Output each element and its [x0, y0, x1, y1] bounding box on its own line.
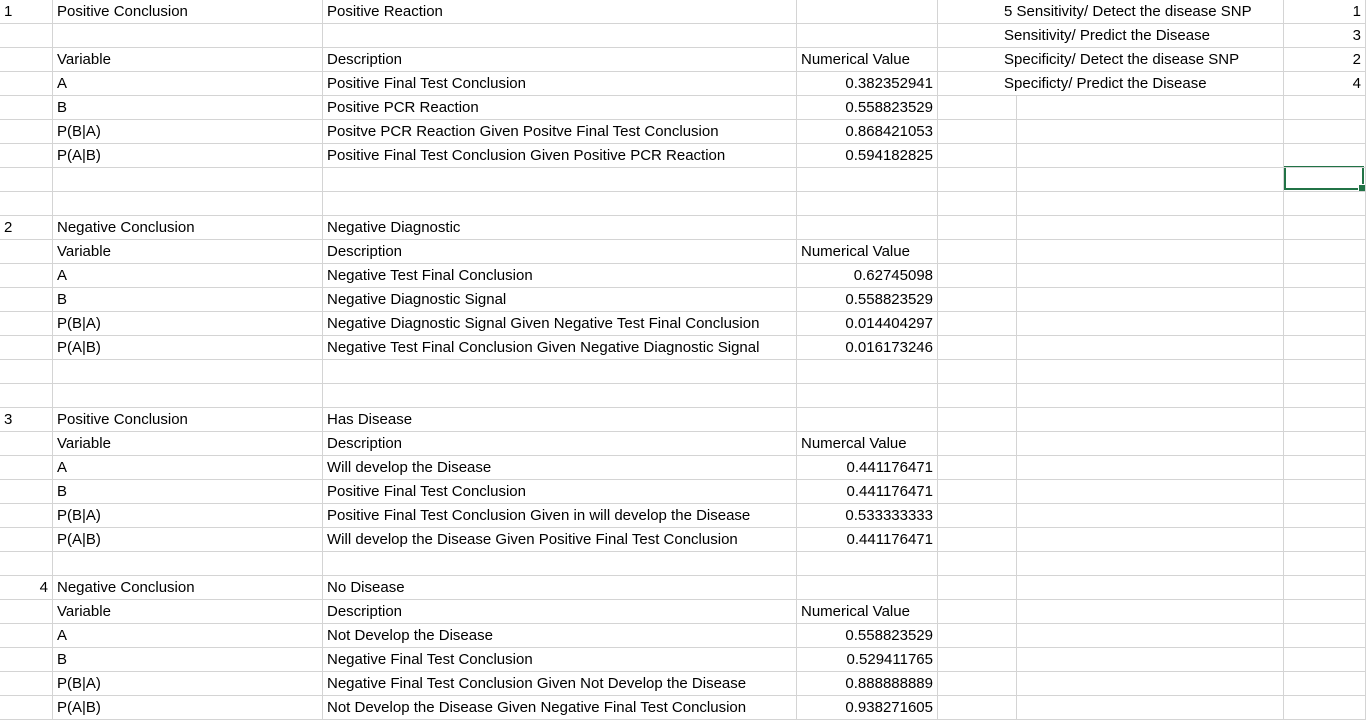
sheet-cell-col-a[interactable] — [0, 600, 53, 624]
sheet-cell-col-f[interactable] — [1017, 144, 1284, 168]
sheet-row — [0, 24, 1366, 48]
sheet-row — [0, 672, 1366, 696]
sheet-cell-col-c[interactable]: Description — [323, 240, 797, 264]
sheet-cell-col-e[interactable] — [938, 600, 1017, 624]
sheet-cell-col-e[interactable] — [938, 504, 1017, 528]
sheet-row — [0, 480, 1366, 504]
sheet-cell-col-a[interactable] — [0, 672, 53, 696]
sheet-cell-col-e[interactable] — [938, 384, 1017, 408]
sheet-cell-col-c[interactable]: Negative Test Final Conclusion Given Negative Diagnostic Signal — [323, 336, 797, 360]
sheet-cell-col-d[interactable]: 0.533333333 — [797, 504, 938, 528]
sheet-row — [0, 48, 1366, 72]
sheet-cell-col-a[interactable] — [0, 48, 53, 72]
sheet-cell-col-d[interactable] — [797, 576, 938, 600]
sheet-cell-col-g[interactable] — [1284, 144, 1366, 168]
sheet-cell-col-f[interactable] — [1017, 120, 1284, 144]
sheet-cell-col-g[interactable]: 2 — [1284, 48, 1366, 72]
sheet-cell-col-g[interactable] — [1284, 528, 1366, 552]
sheet-cell-col-f[interactable] — [1017, 432, 1284, 456]
sheet-cell-col-d[interactable]: 0.441176471 — [797, 528, 938, 552]
sheet-cell-col-f[interactable] — [1017, 456, 1284, 480]
sheet-cell-col-b[interactable]: Positive Conclusion — [53, 0, 323, 24]
sheet-cell-col-f[interactable] — [1017, 480, 1284, 504]
sheet-cell-col-e[interactable]: 5 Sensitivity/ Detect the disease SNP — [938, 0, 1284, 24]
sheet-cell-col-b[interactable]: B — [53, 480, 323, 504]
sheet-cell-col-d[interactable] — [797, 384, 938, 408]
sheet-cell-col-b[interactable] — [53, 384, 323, 408]
sheet-cell-col-a[interactable] — [0, 360, 53, 384]
sheet-cell-col-d[interactable] — [797, 408, 938, 432]
sheet-cell-col-a[interactable] — [0, 144, 53, 168]
sheet-cell-col-g[interactable] — [1284, 192, 1366, 216]
sheet-cell-col-d[interactable]: 0.558823529 — [797, 96, 938, 120]
sheet-cell-col-a[interactable]: 1 — [0, 0, 53, 24]
sheet-cell-col-c[interactable]: Positive Final Test Conclusion — [323, 480, 797, 504]
sheet-row — [0, 696, 1366, 720]
sheet-cell-col-b[interactable]: B — [53, 96, 323, 120]
sheet-cell-col-b[interactable]: Variable — [53, 600, 323, 624]
sheet-cell-col-a[interactable] — [0, 384, 53, 408]
sheet-cell-col-g[interactable] — [1284, 696, 1366, 720]
sheet-cell-col-b[interactable] — [53, 360, 323, 384]
sheet-cell-col-b[interactable] — [53, 552, 323, 576]
sheet-cell-col-a[interactable]: 3 — [0, 408, 53, 432]
sheet-cell-col-d[interactable]: 0.382352941 — [797, 72, 938, 96]
sheet-cell-col-a[interactable] — [0, 648, 53, 672]
sheet-cell-col-e[interactable] — [938, 96, 1017, 120]
sheet-cell-col-e[interactable] — [938, 576, 1017, 600]
sheet-cell-col-f[interactable] — [1017, 264, 1284, 288]
sheet-cell-col-b[interactable]: Negative Conclusion — [53, 216, 323, 240]
sheet-cell-col-d[interactable] — [797, 192, 938, 216]
sheet-cell-col-a[interactable] — [0, 240, 53, 264]
sheet-cell-col-b[interactable] — [53, 24, 323, 48]
sheet-cell-col-e[interactable] — [938, 552, 1017, 576]
sheet-cell-col-e[interactable] — [938, 408, 1017, 432]
sheet-cell-col-c[interactable] — [323, 24, 797, 48]
sheet-cell-col-e[interactable] — [938, 456, 1017, 480]
sheet-cell-col-f[interactable] — [1017, 312, 1284, 336]
sheet-cell-col-e[interactable] — [938, 648, 1017, 672]
sheet-cell-col-a[interactable] — [0, 456, 53, 480]
sheet-cell-col-b[interactable]: A — [53, 72, 323, 96]
sheet-cell-col-g[interactable] — [1284, 456, 1366, 480]
sheet-cell-col-g[interactable] — [1284, 336, 1366, 360]
sheet-cell-col-g[interactable]: 1 — [1284, 0, 1366, 24]
sheet-cell-col-e[interactable] — [938, 168, 1017, 192]
sheet-cell-col-c[interactable]: Will develop the Disease Given Positive Final Test Conclusion — [323, 528, 797, 552]
sheet-row — [0, 384, 1366, 408]
sheet-cell-col-f[interactable] — [1017, 384, 1284, 408]
sheet-row — [0, 144, 1366, 168]
sheet-cell-col-d[interactable] — [797, 552, 938, 576]
sheet-cell-col-b[interactable]: A — [53, 264, 323, 288]
sheet-cell-col-f[interactable] — [1017, 24, 1284, 48]
sheet-cell-col-c[interactable]: Not Develop the Disease Given Negative Final Test Conclusion — [323, 696, 797, 720]
sheet-cell-col-g[interactable] — [1284, 312, 1366, 336]
sheet-cell-col-f[interactable] — [1017, 696, 1284, 720]
sheet-cell-col-c[interactable]: Negative Test Final Conclusion — [323, 264, 797, 288]
sheet-cell-col-g[interactable] — [1284, 600, 1366, 624]
sheet-cell-col-d[interactable]: 0.938271605 — [797, 696, 938, 720]
sheet-cell-col-b[interactable] — [53, 168, 323, 192]
sheet-cell-col-e[interactable] — [938, 312, 1017, 336]
sheet-cell-col-b[interactable]: A — [53, 624, 323, 648]
sheet-cell-col-c[interactable] — [323, 360, 797, 384]
sheet-cell-col-f[interactable] — [1017, 552, 1284, 576]
sheet-cell-col-c[interactable]: Negative Diagnostic — [323, 216, 797, 240]
sheet-cell-col-c[interactable] — [323, 168, 797, 192]
sheet-cell-col-f[interactable] — [1017, 168, 1284, 192]
sheet-cell-col-d[interactable]: 0.594182825 — [797, 144, 938, 168]
sheet-cell-col-a[interactable] — [0, 504, 53, 528]
sheet-cell-col-a[interactable] — [0, 24, 53, 48]
sheet-cell-col-f[interactable] — [1017, 48, 1284, 72]
sheet-row — [0, 216, 1366, 240]
sheet-cell-col-e[interactable] — [938, 240, 1017, 264]
sheet-cell-col-d[interactable]: Numerical Value — [797, 240, 938, 264]
sheet-cell-col-e[interactable] — [938, 144, 1017, 168]
sheet-cell-col-b[interactable]: Variable — [53, 432, 323, 456]
sheet-cell-col-a[interactable] — [0, 552, 53, 576]
sheet-row — [0, 600, 1366, 624]
sheet-row — [0, 168, 1366, 192]
sheet-cell-col-g[interactable] — [1284, 360, 1366, 384]
sheet-cell-col-e[interactable] — [938, 432, 1017, 456]
sheet-row — [0, 432, 1366, 456]
sheet-row — [0, 336, 1366, 360]
sheet-cell-col-f[interactable] — [1017, 216, 1284, 240]
sheet-cell-col-b[interactable]: P(A|B) — [53, 144, 323, 168]
sheet-cell-col-a[interactable] — [0, 696, 53, 720]
sheet-cell-col-d[interactable] — [797, 24, 938, 48]
sheet-cell-col-e[interactable] — [938, 696, 1017, 720]
sheet-cell-col-g[interactable] — [1284, 432, 1366, 456]
sheet-cell-col-g[interactable] — [1284, 672, 1366, 696]
sheet-cell-col-c[interactable] — [323, 384, 797, 408]
sheet-cell-col-d[interactable] — [797, 0, 938, 24]
sheet-cell-col-f[interactable] — [1017, 192, 1284, 216]
sheet-cell-col-a[interactable] — [0, 264, 53, 288]
sheet-row — [0, 240, 1366, 264]
sheet-cell-col-c[interactable]: Negative Diagnostic Signal Given Negative Test Final Conclusion — [323, 312, 797, 336]
sheet-cell-col-a[interactable] — [0, 288, 53, 312]
sheet-row — [0, 576, 1366, 600]
sheet-cell-col-d[interactable]: 0.016173246 — [797, 336, 938, 360]
sheet-row — [0, 264, 1366, 288]
sheet-cell-col-c[interactable]: Description — [323, 432, 797, 456]
sheet-cell-col-c[interactable]: Positive Final Test Conclusion Given in will develop the Disease — [323, 504, 797, 528]
sheet-cell-col-a[interactable] — [0, 312, 53, 336]
sheet-cell-col-e[interactable] — [938, 336, 1017, 360]
sheet-row — [0, 72, 1366, 96]
sheet-cell-col-d[interactable]: 0.441176471 — [797, 480, 938, 504]
sheet-cell-col-g[interactable] — [1284, 120, 1366, 144]
sheet-cell-col-a[interactable] — [0, 72, 53, 96]
sheet-row — [0, 120, 1366, 144]
sheet-cell-col-a[interactable] — [0, 480, 53, 504]
sheet-cell-col-a[interactable] — [0, 624, 53, 648]
sheet-row — [0, 312, 1366, 336]
sheet-cell-col-b[interactable]: Negative Conclusion — [53, 576, 323, 600]
sheet-cell-col-c[interactable]: Negative Final Test Conclusion Given Not Develop the Disease — [323, 672, 797, 696]
sheet-row — [0, 96, 1366, 120]
sheet-cell-col-c[interactable]: Has Disease — [323, 408, 797, 432]
sheet-cell-col-b[interactable]: P(B|A) — [53, 312, 323, 336]
sheet-cell-col-g[interactable]: 3 — [1284, 24, 1366, 48]
sheet-cell-col-g[interactable] — [1284, 168, 1366, 192]
sheet-cell-col-f[interactable] — [1017, 528, 1284, 552]
sheet-row — [0, 288, 1366, 312]
sheet-cell-col-e[interactable] — [938, 192, 1017, 216]
sheet-cell-col-d[interactable] — [797, 360, 938, 384]
sheet-cell-col-c[interactable]: Not Develop the Disease — [323, 624, 797, 648]
sheet-cell-col-g[interactable] — [1284, 480, 1366, 504]
sheet-cell-col-e[interactable] — [938, 288, 1017, 312]
sheet-cell-col-b[interactable]: P(B|A) — [53, 672, 323, 696]
sheet-cell-col-c[interactable]: Description — [323, 48, 797, 72]
sheet-cell-col-g[interactable] — [1284, 648, 1366, 672]
sheet-cell-col-d[interactable]: 0.558823529 — [797, 288, 938, 312]
sheet-row — [0, 528, 1366, 552]
sheet-row — [0, 456, 1366, 480]
sheet-cell-col-c[interactable]: No Disease — [323, 576, 797, 600]
sheet-cell-col-d[interactable] — [797, 168, 938, 192]
sheet-cell-col-c[interactable] — [323, 192, 797, 216]
sheet-cell-col-e[interactable] — [938, 120, 1017, 144]
sheet-cell-col-g[interactable] — [1284, 240, 1366, 264]
sheet-cell-col-a[interactable] — [0, 120, 53, 144]
sheet-row — [0, 552, 1366, 576]
sheet-row — [0, 504, 1366, 528]
sheet-cell-col-f[interactable] — [1017, 0, 1284, 24]
sheet-cell-col-c[interactable]: Positive PCR Reaction — [323, 96, 797, 120]
sheet-cell-col-g[interactable] — [1284, 576, 1366, 600]
sheet-cell-col-g[interactable] — [1284, 408, 1366, 432]
sheet-cell-col-c[interactable]: Negative Final Test Conclusion — [323, 648, 797, 672]
sheet-cell-col-c[interactable]: Positve PCR Reaction Given Positve Final Test Conclusion — [323, 120, 797, 144]
sheet-cell-col-g[interactable] — [1284, 288, 1366, 312]
sheet-cell-col-e[interactable] — [938, 480, 1017, 504]
sheet-cell-col-b[interactable]: B — [53, 288, 323, 312]
sheet-cell-col-d[interactable]: 0.441176471 — [797, 456, 938, 480]
sheet-cell-col-a[interactable] — [0, 432, 53, 456]
sheet-cell-col-b[interactable]: P(A|B) — [53, 336, 323, 360]
sheet-cell-col-g[interactable] — [1284, 216, 1366, 240]
sheet-cell-col-f[interactable] — [1017, 240, 1284, 264]
sheet-cell-col-d[interactable]: 0.62745098 — [797, 264, 938, 288]
sheet-cell-col-f[interactable] — [1017, 360, 1284, 384]
sheet-row — [0, 624, 1366, 648]
sheet-cell-col-d[interactable]: Numerical Value — [797, 600, 938, 624]
sheet-cell-col-g[interactable] — [1284, 624, 1366, 648]
sheet-cell-col-f[interactable] — [1017, 72, 1284, 96]
sheet-cell-col-b[interactable]: P(B|A) — [53, 504, 323, 528]
sheet-cell-col-e[interactable]: Sensitivity/ Predict the Disease — [938, 24, 1284, 48]
sheet-cell-col-c[interactable]: Description — [323, 600, 797, 624]
sheet-cell-col-g[interactable]: 4 — [1284, 72, 1366, 96]
sheet-cell-col-d[interactable]: 0.888888889 — [797, 672, 938, 696]
sheet-cell-col-c[interactable] — [323, 552, 797, 576]
sheet-cell-col-f[interactable] — [1017, 96, 1284, 120]
sheet-cell-col-a[interactable] — [0, 336, 53, 360]
sheet-cell-col-b[interactable]: A — [53, 456, 323, 480]
sheet-cell-col-b[interactable]: Variable — [53, 240, 323, 264]
sheet-cell-col-b[interactable]: Variable — [53, 48, 323, 72]
sheet-cell-col-d[interactable]: Numercal Value — [797, 432, 938, 456]
sheet-row — [0, 360, 1366, 384]
sheet-cell-col-e[interactable] — [938, 528, 1017, 552]
sheet-cell-col-b[interactable]: P(A|B) — [53, 528, 323, 552]
sheet-cell-col-c[interactable]: Positive Final Test Conclusion — [323, 72, 797, 96]
sheet-cell-col-b[interactable]: P(B|A) — [53, 120, 323, 144]
sheet-cell-col-f[interactable] — [1017, 576, 1284, 600]
sheet-row — [0, 0, 1366, 24]
sheet-cell-col-b[interactable]: Positive Conclusion — [53, 408, 323, 432]
sheet-cell-col-e[interactable] — [938, 216, 1017, 240]
sheet-row — [0, 648, 1366, 672]
sheet-cell-col-g[interactable] — [1284, 384, 1366, 408]
sheet-cell-col-e[interactable]: Specificty/ Predict the Disease — [938, 72, 1284, 96]
sheet-cell-col-d[interactable]: 0.014404297 — [797, 312, 938, 336]
sheet-cell-col-f[interactable] — [1017, 672, 1284, 696]
sheet-cell-col-a[interactable] — [0, 192, 53, 216]
sheet-cell-col-e[interactable] — [938, 360, 1017, 384]
sheet-cell-col-c[interactable]: Negative Diagnostic Signal — [323, 288, 797, 312]
sheet-cell-col-f[interactable] — [1017, 336, 1284, 360]
sheet-cell-col-a[interactable]: 4 — [0, 576, 53, 600]
sheet-cell-col-f[interactable] — [1017, 624, 1284, 648]
sheet-cell-col-a[interactable] — [0, 528, 53, 552]
sheet-cell-col-g[interactable] — [1284, 552, 1366, 576]
sheet-cell-col-e[interactable] — [938, 672, 1017, 696]
sheet-cell-col-b[interactable] — [53, 192, 323, 216]
sheet-cell-col-e[interactable] — [938, 624, 1017, 648]
sheet-row — [0, 192, 1366, 216]
sheet-cell-col-b[interactable]: P(A|B) — [53, 696, 323, 720]
sheet-cell-col-f[interactable] — [1017, 600, 1284, 624]
sheet-cell-col-a[interactable] — [0, 96, 53, 120]
sheet-row — [0, 408, 1366, 432]
sheet-cell-col-d[interactable]: 0.529411765 — [797, 648, 938, 672]
sheet-cell-col-f[interactable] — [1017, 648, 1284, 672]
sheet-cell-col-g[interactable] — [1284, 264, 1366, 288]
sheet-cell-col-f[interactable] — [1017, 504, 1284, 528]
sheet-cell-col-g[interactable] — [1284, 504, 1366, 528]
sheet-cell-col-c[interactable]: Positive Reaction — [323, 0, 797, 24]
sheet-cell-col-d[interactable]: 0.558823529 — [797, 624, 938, 648]
sheet-cell-col-c[interactable]: Will develop the Disease — [323, 456, 797, 480]
sheet-cell-col-a[interactable] — [0, 168, 53, 192]
sheet-cell-col-g[interactable] — [1284, 96, 1366, 120]
sheet-cell-col-b[interactable]: B — [53, 648, 323, 672]
sheet-cell-col-e[interactable]: Specificity/ Detect the disease SNP — [938, 48, 1284, 72]
sheet-cell-col-f[interactable] — [1017, 288, 1284, 312]
sheet-cell-col-a[interactable]: 2 — [0, 216, 53, 240]
sheet-cell-col-c[interactable]: Positive Final Test Conclusion Given Positive PCR Reaction — [323, 144, 797, 168]
sheet-cell-col-d[interactable]: 0.868421053 — [797, 120, 938, 144]
sheet-cell-col-f[interactable] — [1017, 408, 1284, 432]
sheet-cell-col-d[interactable]: Numerical Value — [797, 48, 938, 72]
sheet-cell-col-d[interactable] — [797, 216, 938, 240]
sheet-cell-col-e[interactable] — [938, 264, 1017, 288]
